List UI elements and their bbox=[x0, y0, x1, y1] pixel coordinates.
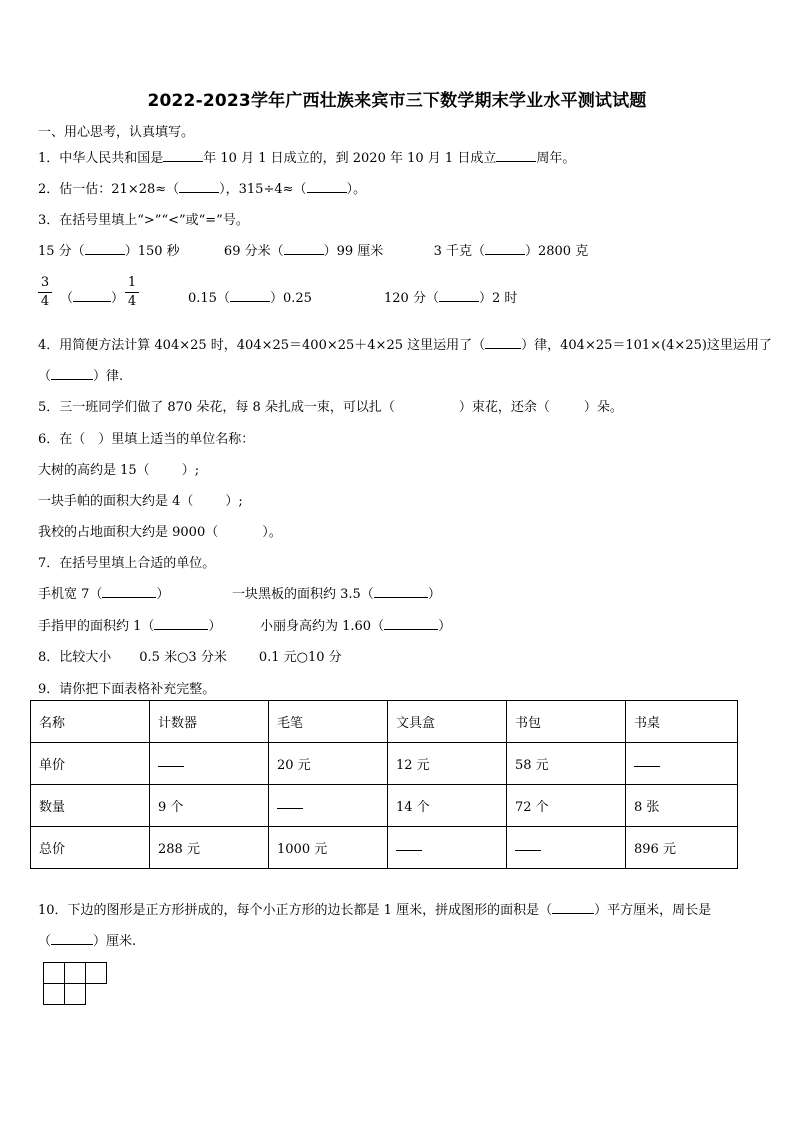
price-table bbox=[30, 700, 738, 869]
question-7-line-2a: 手指甲的面积约 1（ ） bbox=[38, 619, 222, 634]
table-cell: 书包 bbox=[507, 701, 626, 743]
question-7-line-1b: 一块黑板的面积约 3.5（ ） bbox=[232, 587, 441, 602]
fraction-three-quarters: 3 4 bbox=[38, 275, 52, 310]
question-3-row-2c: 120 分（ ）2 时 bbox=[384, 291, 518, 306]
comparison-1[interactable]: 0.5 米○3 分米 bbox=[139, 650, 227, 665]
tile-square bbox=[64, 962, 86, 984]
answer-blank[interactable] bbox=[163, 149, 203, 162]
answer-blank[interactable] bbox=[515, 840, 541, 851]
answer-blank[interactable] bbox=[102, 585, 156, 598]
page-title: 2022-2023学年广西壮族来宾市三下数学期末学业水平测试试题 bbox=[147, 91, 647, 111]
table-cell-blank[interactable] bbox=[150, 743, 269, 785]
tile-square bbox=[43, 983, 65, 1005]
answer-blank[interactable] bbox=[158, 756, 184, 767]
question-3-row-1: 15 分（ ）150 秒 69 分米（ ）99 厘米 3 千克（ ）2800 克 bbox=[38, 244, 589, 259]
question-3-stem: 3．在括号里填上“>”“<”或“=”号。 bbox=[38, 213, 249, 228]
answer-blank[interactable] bbox=[552, 901, 594, 914]
question-7-line-2b: 小丽身高约为 1.60（ ） bbox=[260, 619, 452, 634]
table-cell: 72 个 bbox=[507, 785, 626, 827]
question-10: 10．下边的图形是正方形拼成的，每个小正方形的边长都是 1 厘米，拼成图形的面积是（ ）平方厘米，周长是 bbox=[38, 903, 712, 918]
table-row bbox=[31, 827, 738, 869]
answer-blank[interactable] bbox=[396, 840, 422, 851]
table-cell: 288 元 bbox=[150, 827, 269, 869]
answer-blank[interactable] bbox=[439, 289, 479, 302]
question-8: 8．比较大小 0.5 米○3 分米 0.1 元○10 分 bbox=[38, 650, 342, 665]
table-cell: 总价 bbox=[31, 827, 150, 869]
question-10-cont: （ ）厘米. bbox=[38, 934, 137, 949]
table-cell: 58 元 bbox=[507, 743, 626, 785]
table-cell: 单价 bbox=[31, 743, 150, 785]
table-cell: 文具盒 bbox=[388, 701, 507, 743]
answer-blank[interactable] bbox=[230, 289, 270, 302]
answer-blank[interactable] bbox=[85, 242, 125, 255]
table-cell: 书桌 bbox=[626, 701, 738, 743]
tile-square bbox=[43, 962, 65, 984]
answer-blank[interactable] bbox=[496, 149, 536, 162]
answer-blank[interactable] bbox=[374, 585, 428, 598]
table-cell-blank[interactable] bbox=[269, 785, 388, 827]
answer-blank[interactable] bbox=[284, 242, 324, 255]
question-5: 5．三一班同学们做了 870 朵花，每 8 朵扎成一束，可以扎（ ）束花，还余（ ）朵。 bbox=[38, 400, 623, 415]
question-2: 2．估一估：21×28≈（ ），315÷4≈（ ）。 bbox=[38, 182, 367, 197]
question-9-stem: 9．请你把下面表格补充完整。 bbox=[38, 682, 216, 697]
question-6-stem: 6．在（ ）里填上适当的单位名称： bbox=[38, 432, 255, 447]
question-6-line-1: 大树的高约是 15（ ）; bbox=[38, 463, 200, 478]
fraction-one-quarter: 1 4 bbox=[125, 275, 139, 310]
table-row bbox=[31, 785, 738, 827]
question-4: 4．用简便方法计算 404×25 时，404×25＝400×25＋4×25 这里运用了（ ）律，404×25＝101×(4×25)这里运用了 bbox=[38, 338, 772, 353]
answer-blank[interactable] bbox=[307, 180, 347, 193]
table-cell-blank[interactable] bbox=[626, 743, 738, 785]
table-cell-blank[interactable] bbox=[507, 827, 626, 869]
tile-square bbox=[64, 983, 86, 1005]
table-cell: 计数器 bbox=[150, 701, 269, 743]
question-1: 1．中华人民共和国是 年 10 月 1 日成立的，到 2020 年 10 月 1 日成立 周年。 bbox=[38, 151, 576, 166]
table-cell: 12 元 bbox=[388, 743, 507, 785]
answer-blank[interactable] bbox=[485, 242, 525, 255]
answer-blank[interactable] bbox=[485, 336, 521, 349]
table-cell: 1000 元 bbox=[269, 827, 388, 869]
answer-blank[interactable] bbox=[154, 617, 208, 630]
answer-blank[interactable] bbox=[179, 180, 219, 193]
comparison-2[interactable]: 0.1 元○10 分 bbox=[258, 650, 342, 665]
answer-blank[interactable] bbox=[634, 756, 660, 767]
table-header-row bbox=[31, 701, 738, 743]
question-3-row-2a: （ ） bbox=[60, 291, 125, 306]
table-cell: 14 个 bbox=[388, 785, 507, 827]
answer-blank[interactable] bbox=[73, 289, 111, 302]
question-6-line-3: 我校的占地面积大约是 9000（ ）。 bbox=[38, 525, 282, 540]
section-heading: 一、用心思考，认真填写。 bbox=[38, 125, 195, 140]
table-cell: 9 个 bbox=[150, 785, 269, 827]
table-cell: 8 张 bbox=[626, 785, 738, 827]
answer-blank[interactable] bbox=[384, 617, 438, 630]
table-row bbox=[31, 743, 738, 785]
table-cell: 20 元 bbox=[269, 743, 388, 785]
question-3-row-2b: 0.15（ ）0.25 bbox=[188, 291, 312, 306]
answer-blank[interactable] bbox=[277, 798, 303, 809]
question-6-line-2: 一块手帕的面积大约是 4（ ）; bbox=[38, 494, 243, 509]
question-7-stem: 7．在括号里填上合适的单位。 bbox=[38, 556, 216, 571]
question-7-line-1a: 手机宽 7（ ） bbox=[38, 587, 170, 602]
square-tiles-figure bbox=[43, 962, 107, 1005]
answer-blank[interactable] bbox=[51, 932, 93, 945]
table-cell-blank[interactable] bbox=[388, 827, 507, 869]
table-cell: 数量 bbox=[31, 785, 150, 827]
table-cell: 毛笔 bbox=[269, 701, 388, 743]
table-cell: 896 元 bbox=[626, 827, 738, 869]
tile-square bbox=[85, 962, 107, 984]
question-4-cont: （ ）律. bbox=[38, 369, 124, 384]
answer-blank[interactable] bbox=[51, 367, 93, 380]
table-cell: 名称 bbox=[31, 701, 150, 743]
